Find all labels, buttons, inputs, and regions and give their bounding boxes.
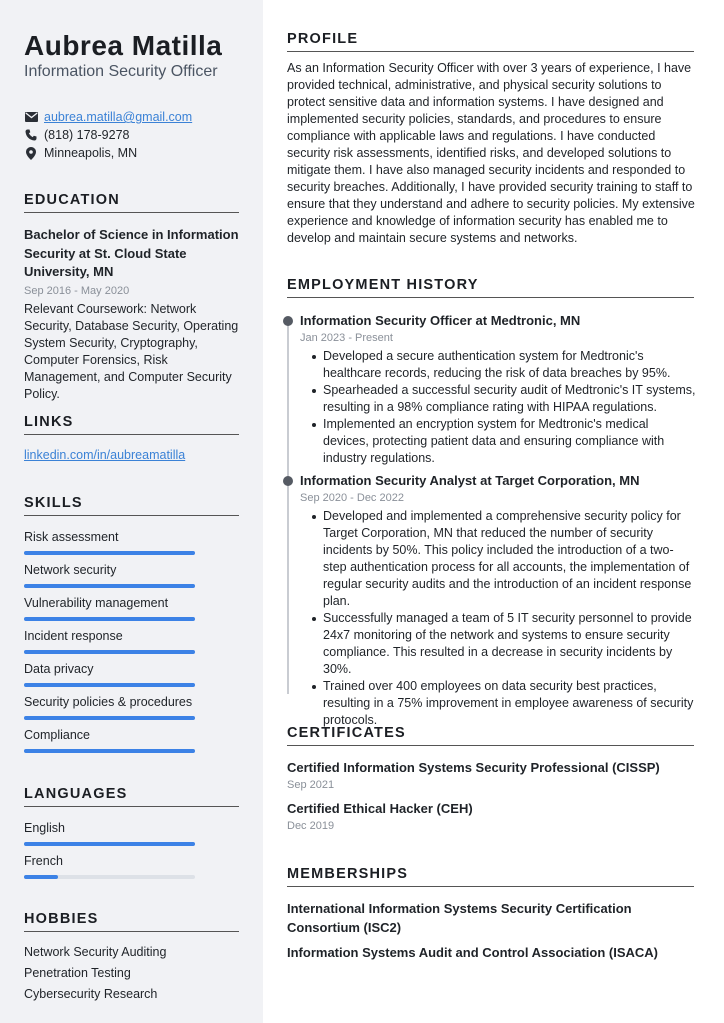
education-dates: Sep 2016 - May 2020 bbox=[24, 284, 130, 297]
employment-heading: EMPLOYMENT HISTORY bbox=[287, 277, 694, 298]
job-entry bbox=[300, 312, 697, 467]
linkedin-link-wrapper bbox=[24, 448, 185, 462]
education-heading: EDUCATION bbox=[24, 192, 239, 213]
hobby-item: Cybersecurity Research bbox=[24, 987, 158, 1001]
profile-heading: PROFILE bbox=[287, 31, 694, 52]
skill-bar bbox=[24, 584, 195, 588]
skill-label: Data privacy bbox=[24, 662, 94, 676]
certificate-date: Sep 2021 bbox=[287, 779, 335, 791]
skill-bar-fill bbox=[24, 617, 195, 621]
skill-label: Risk assessment bbox=[24, 530, 119, 544]
language-bar-fill bbox=[24, 842, 195, 846]
links-heading: LINKS bbox=[24, 414, 239, 435]
candidate-name: Aubrea Matilla bbox=[24, 30, 223, 61]
language-item bbox=[24, 853, 195, 879]
timeline-dot bbox=[283, 476, 293, 486]
job-entry-dates: Sep 2020 - Dec 2022 bbox=[300, 492, 404, 504]
phone-icon bbox=[24, 128, 38, 142]
skill-item bbox=[24, 529, 195, 555]
hobbies-heading: HOBBIES bbox=[24, 911, 239, 932]
job-entry-dates: Jan 2023 - Present bbox=[300, 332, 393, 344]
skill-label: Vulnerability management bbox=[24, 596, 169, 610]
certificate-item bbox=[287, 759, 697, 793]
education-coursework: Relevant Coursework: Network Security, Database Security, Operating System Security, Cryptography, Computer Forensics, Risk Management, and Computer Security Policy. bbox=[24, 301, 239, 401]
email-link[interactable]: aubrea.matilla@gmail.com bbox=[44, 110, 193, 124]
language-bar bbox=[24, 875, 195, 879]
skill-bar-fill bbox=[24, 551, 195, 555]
certificate-item bbox=[287, 800, 697, 834]
job-bullets bbox=[300, 508, 697, 729]
timeline-dot bbox=[283, 316, 293, 326]
job-entry-title: Information Security Officer at Medtronic, MN bbox=[300, 313, 581, 328]
job-entry-title: Information Security Analyst at Target Corporation, MN bbox=[300, 473, 640, 488]
certificate-title: Certified Ethical Hacker (CEH) bbox=[287, 801, 473, 816]
job-entry bbox=[300, 472, 697, 729]
skill-bar bbox=[24, 551, 195, 555]
skill-label: Network security bbox=[24, 563, 117, 577]
education-degree: Bachelor of Science in Information Security at St. Cloud State University, MN bbox=[24, 227, 239, 279]
skill-label: Security policies & procedures bbox=[24, 695, 193, 709]
contact-location-row bbox=[24, 144, 244, 162]
job-bullet: Trained over 400 employees on data security best practices, resulting in a 75% improvement in employee awareness of security protocols. bbox=[300, 678, 697, 729]
language-bar-fill bbox=[24, 875, 58, 879]
certificate-title: Certified Information Systems Security Professional (CISSP) bbox=[287, 760, 660, 775]
skill-bar bbox=[24, 617, 195, 621]
job-bullet: Spearheaded a successful security audit of Medtronic's IT systems, resulting in a 98% compliance rating with HIPAA regulations. bbox=[300, 382, 697, 416]
certificates-heading: CERTIFICATES bbox=[287, 725, 694, 746]
membership-item: Information Systems Audit and Control Association (ISACA) bbox=[287, 945, 659, 960]
job-bullet: Developed a secure authentication system for Medtronic's healthcare records, reducing the risk of data breaches by 95%. bbox=[300, 348, 697, 382]
skill-bar-fill bbox=[24, 749, 195, 753]
skill-bar bbox=[24, 683, 195, 687]
profile-text: As an Information Security Officer with over 3 years of experience, I have provided technical, administrative, and physical security solutions to protect sensitive data and information systems. I have designed and implemented security policies, standards, and procedures to ensure compliance with applicable laws and regulations. I have conducted security risk assessments, identified risks, and developed solutions to mitigate them. I have also managed security incidents and responded to security breaches. Additionally, I have provided security training to staff to ensure that they understand and adhere to security policies. My extensive experience and knowledge of information security has enabled me to develop and maintain secure systems and networks. bbox=[287, 61, 695, 245]
languages-heading: LANGUAGES bbox=[24, 786, 239, 807]
job-bullet: Implemented an encryption system for Medtronic's medical devices, protecting patient data and ensuring compliance with industry regulations. bbox=[300, 416, 697, 467]
skill-label: Compliance bbox=[24, 728, 91, 742]
skill-bar-fill bbox=[24, 650, 195, 654]
membership-item: International Information Systems Security Certification Consortium (ISC2) bbox=[287, 901, 632, 935]
skill-item bbox=[24, 595, 195, 621]
skill-bar bbox=[24, 716, 195, 720]
skill-bar-fill bbox=[24, 716, 195, 720]
skill-bar-fill bbox=[24, 584, 195, 588]
linkedin-link[interactable]: linkedin.com/in/aubreamatilla bbox=[24, 448, 186, 462]
location-text: Minneapolis, MN bbox=[44, 146, 138, 160]
memberships-heading: MEMBERSHIPS bbox=[287, 866, 694, 887]
certificate-date: Dec 2019 bbox=[287, 820, 335, 832]
skill-bar-fill bbox=[24, 683, 195, 687]
envelope-icon bbox=[24, 110, 38, 124]
skills-heading: SKILLS bbox=[24, 495, 239, 516]
skill-item bbox=[24, 661, 195, 687]
skill-bar bbox=[24, 650, 195, 654]
education-entry bbox=[24, 226, 242, 403]
language-item bbox=[24, 820, 195, 846]
language-label: English bbox=[24, 821, 65, 835]
hobby-item: Network Security Auditing bbox=[24, 945, 167, 959]
skill-item bbox=[24, 727, 195, 753]
contact-details bbox=[24, 108, 244, 162]
location-pin-icon bbox=[24, 146, 38, 160]
contact-email-row bbox=[24, 108, 244, 126]
phone-text: (818) 178-9278 bbox=[44, 128, 130, 142]
skill-item bbox=[24, 628, 195, 654]
job-title: Information Security Officer bbox=[24, 63, 218, 80]
job-bullet: Successfully managed a team of 5 IT security personnel to provide 24x7 monitoring of the network and systems to ensure security compliance. This resulted in a decrease in security incidents by 30%. bbox=[300, 610, 697, 678]
job-bullet: Developed and implemented a comprehensive security policy for Target Corporation, MN that reduced the number of security incidents by 50%. This policy included the introduction of a two-step authentication process for all accounts, the implementation of regular security audits and the introduction of an incident response plan. bbox=[300, 508, 697, 610]
job-bullets bbox=[300, 348, 697, 467]
hobby-item: Penetration Testing bbox=[24, 966, 131, 980]
contact-phone-row bbox=[24, 126, 244, 144]
timeline-line bbox=[287, 320, 289, 694]
skill-bar bbox=[24, 749, 195, 753]
language-bar bbox=[24, 842, 195, 846]
skill-item bbox=[24, 562, 195, 588]
language-label: French bbox=[24, 854, 63, 868]
skill-label: Incident response bbox=[24, 629, 123, 643]
skill-item bbox=[24, 694, 195, 720]
